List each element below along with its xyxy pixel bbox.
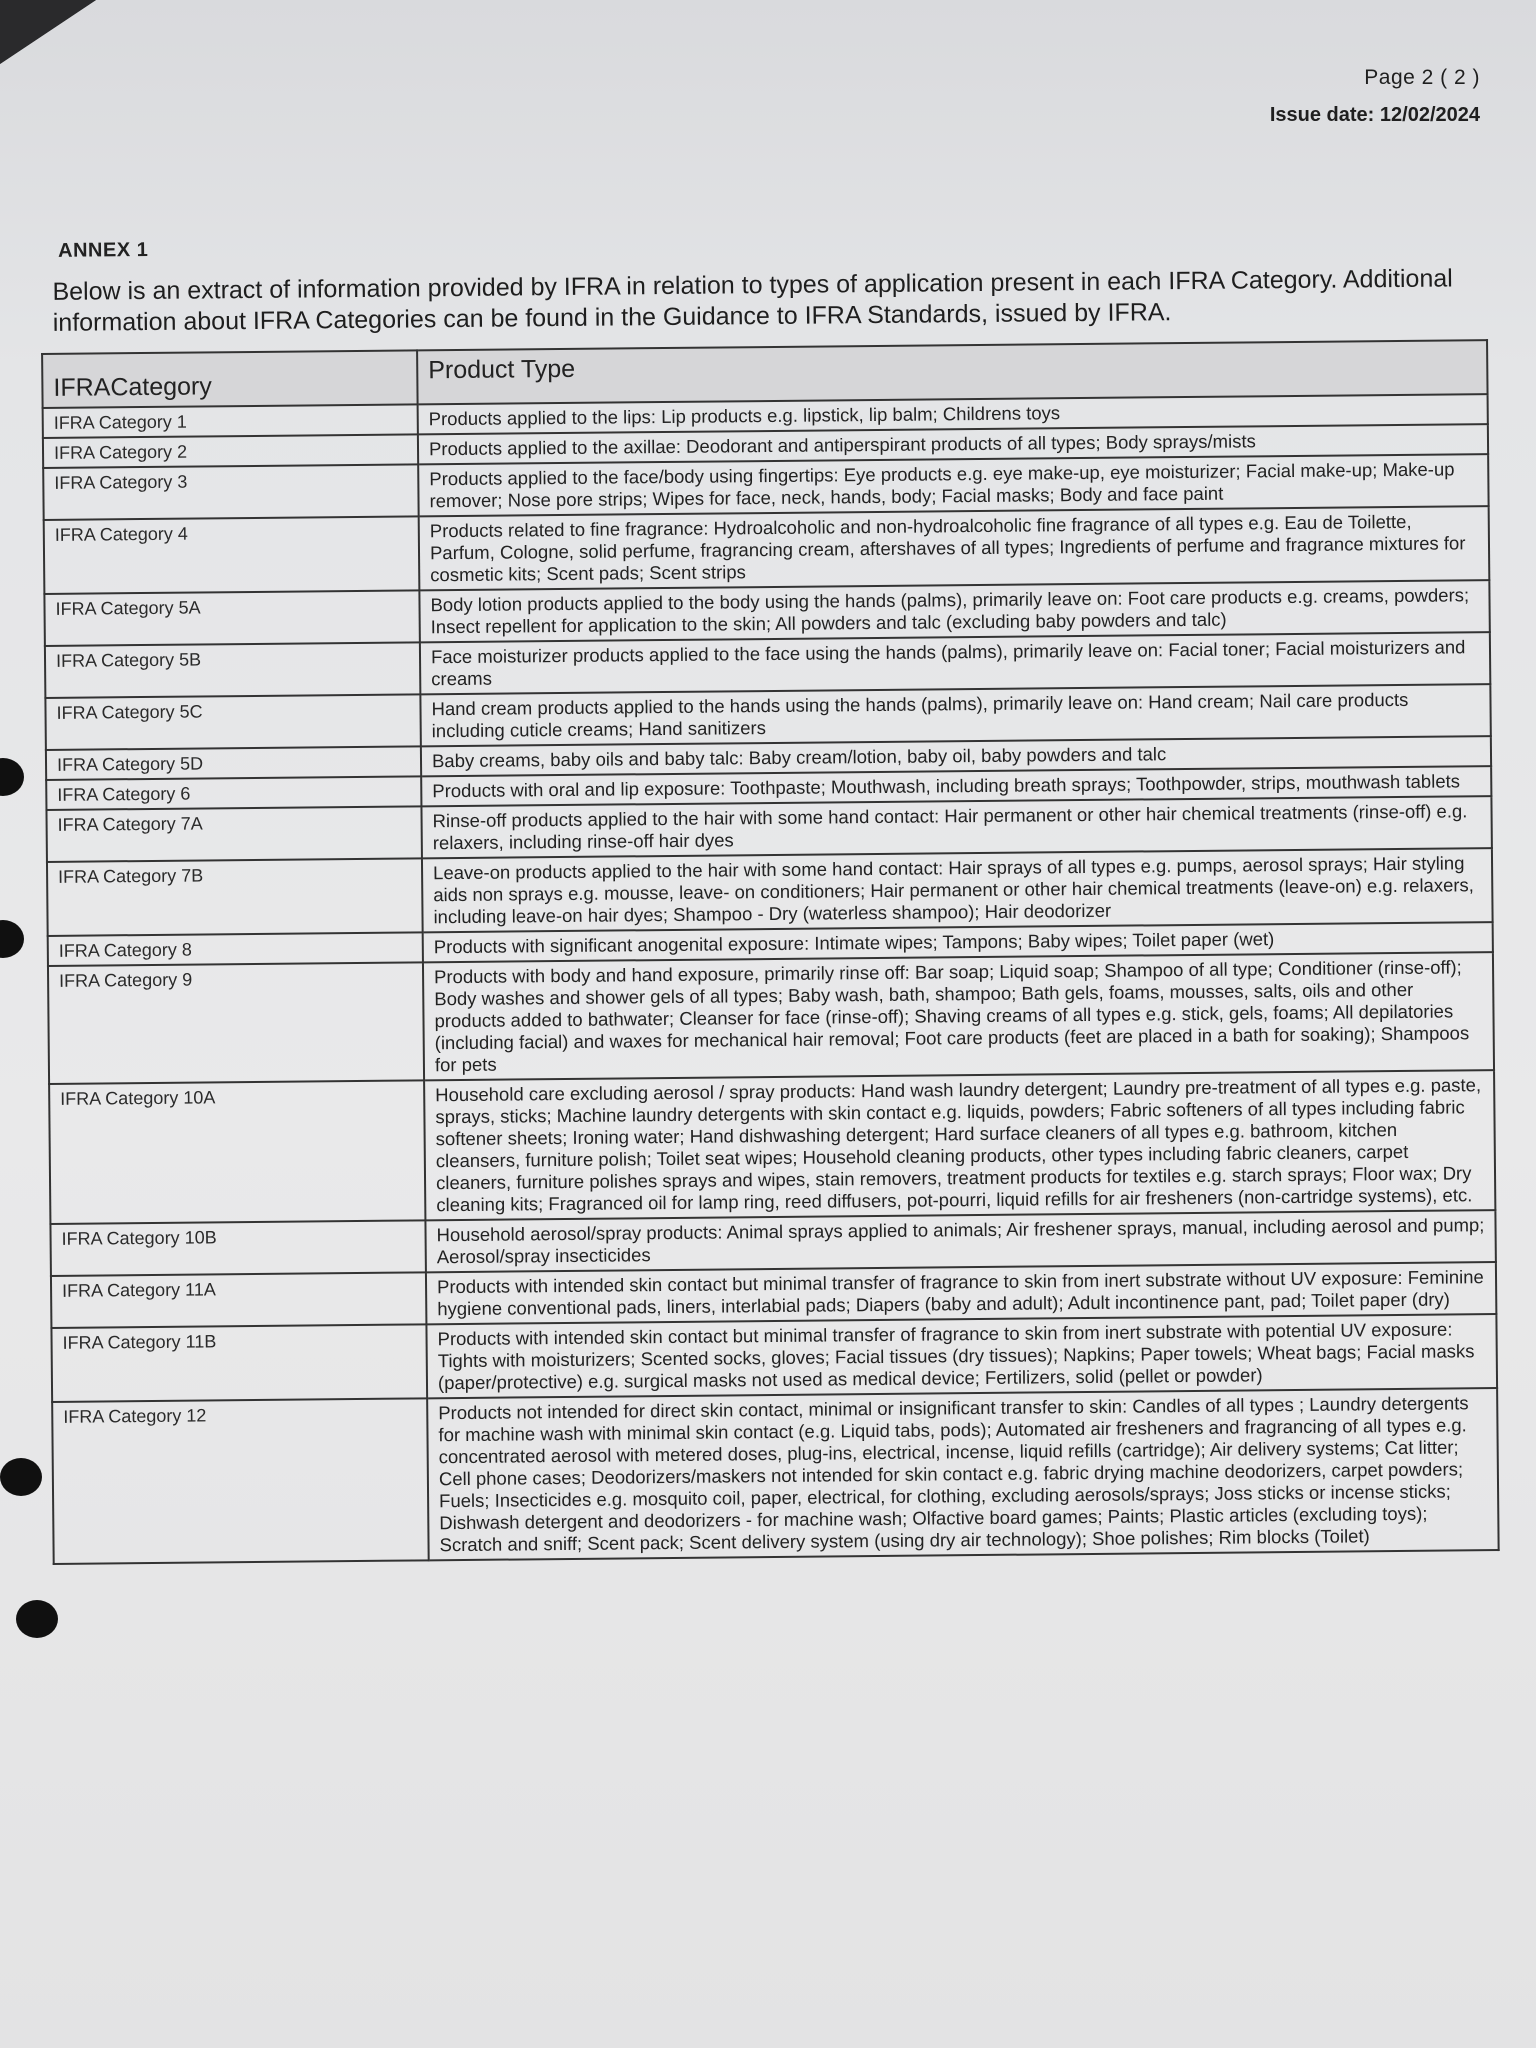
table-row xyxy=(47,848,1493,936)
category-cell: IFRA Category 5C xyxy=(45,694,420,750)
category-cell: IFRA Category 7A xyxy=(46,806,421,862)
product-type-cell: Body lotion products applied to the body using the hands (palms), primarily leave on: Foot care products e.g. creams, powders; Insect repellent for application to the skin; All powders and talc (excluding baby powders and talc) xyxy=(419,580,1489,642)
table-row xyxy=(51,1314,1497,1402)
product-type-cell: Household care excluding aerosol / spray products: Hand wash laundry detergent; Laundry pre-treatment of all types e.g. paste, sprays, sticks; Machine laundry detergents with skin contact e.g. liquids, powders; Fabric softeners of all types including fabric softener sheets; Ironing water; Hand dishwashing detergent; Hard surface cleaners of all types e.g. bathroom, kitchen cleansers, furniture polish; Toilet seat wipes; Household cleaning products, other types including fabric cleaners, carpet cleaners, furniture polishes sprays and wipes, stain removers, treatment products for textiles e.g. starch sprays; Floor wax; Dry cleaning kits; Fragranced oil for lamp ring, reed diffusers, pot-pourri, liquid refills for air fresheners (non-cartridge systems), etc. xyxy=(424,1070,1495,1220)
product-type-cell: Leave-on products applied to the hair with some hand contact: Hair sprays of all types e.g. pumps, aerosol sprays; Hair styling aids non sprays e.g. mousse, leave- on conditioners; Hair permanent or other hair chemical treatments (leave-on) e.g. relaxers, including leave-on hair dyes; Shampoo - Dry (waterless shampoo); Hair deodorizer xyxy=(422,848,1493,932)
table-row xyxy=(49,1070,1495,1224)
product-type-cell: Face moisturizer products applied to the face using the hands (palms), primarily leave on: Facial toner; Facial moisturizers and creams xyxy=(420,632,1490,694)
column-header-category: IFRACategory xyxy=(42,350,418,408)
product-type-cell: Products with oral and lip exposure: Toothpaste; Mouthwash, including breath sprays; Toothpowder, strips, mouthwash tablets xyxy=(421,766,1491,806)
product-type-cell: Products applied to the lips: Lip products e.g. lipstick, lip balm; Childrens toys xyxy=(418,394,1488,434)
page-number: Page 2 ( 2 ) xyxy=(1364,66,1480,89)
category-cell: IFRA Category 8 xyxy=(48,932,423,966)
table-row xyxy=(52,1388,1498,1564)
annex-title: ANNEX 1 xyxy=(57,238,149,262)
table-row xyxy=(44,506,1490,594)
category-cell: IFRA Category 3 xyxy=(43,464,418,520)
category-cell: IFRA Category 4 xyxy=(44,516,420,594)
category-cell: IFRA Category 6 xyxy=(46,776,421,810)
category-cell: IFRA Category 5B xyxy=(45,642,420,698)
product-type-cell: Household aerosol/spray products: Animal sprays applied to animals; Air freshener sprays, manual, including aerosol and pump; Aerosol/spray insecticides xyxy=(425,1210,1495,1272)
page-fold-corner xyxy=(0,0,96,64)
issue-date: Issue date: 12/02/2024 xyxy=(1269,104,1480,126)
punch-hole xyxy=(0,1458,42,1496)
product-type-cell: Products applied to the face/body using fingertips: Eye products e.g. eye make-up, eye moisturizer; Facial make-up; Make-up remover; Nose pore strips; Wipes for face, neck, hands, body; Facial masks; Body and face paint xyxy=(418,454,1488,516)
product-type-cell: Products with significant anogenital exposure: Intimate wipes; Tampons; Baby wipes; Toilet paper (wet) xyxy=(423,922,1493,962)
category-cell: IFRA Category 5A xyxy=(44,590,419,646)
product-type-cell: Products related to fine fragrance: Hydroalcoholic and non-hydroalcoholic fine fragrance of all types e.g. Eau de Toilette, Parfum, Cologne, solid perfume, fragrancing cream, aftershaves of all types; Ingredients of perfume and fragrance mixtures for cosmetic kits; Scent pads; Scent strips xyxy=(419,506,1490,590)
annex-intro: Below is an extract of information provided by IFRA in relation to types of application present in each IFRA Category. Additional information about IFRA Categories can be found in the Guidance to IFRA Standards, issued by IFRA. xyxy=(52,264,1453,337)
category-cell: IFRA Category 2 xyxy=(43,434,418,468)
category-cell: IFRA Category 11B xyxy=(51,1324,427,1402)
category-cell: IFRA Category 5D xyxy=(46,746,421,780)
product-type-cell: Products with intended skin contact but minimal transfer of fragrance to skin from inert substrate with potential UV exposure: Tights with moisturizers; Scented socks, gloves; Facial tissues (dry tissues); Napkins; Paper towels; Wheat bags; Facial masks (paper/protective) e.g. surgical masks not used as medical device; Fertilizers, solid (pellet or powder) xyxy=(426,1314,1497,1398)
table-row xyxy=(48,952,1494,1084)
category-cell: IFRA Category 12 xyxy=(52,1398,429,1564)
category-cell: IFRA Category 10B xyxy=(50,1220,425,1276)
category-cell: IFRA Category 1 xyxy=(43,404,418,438)
product-type-cell: Products applied to the axillae: Deodorant and antiperspirant products of all types; Body sprays/mists xyxy=(418,424,1488,464)
category-cell: IFRA Category 9 xyxy=(48,962,424,1084)
ifra-category-table xyxy=(41,339,1500,1565)
product-type-cell: Products not intended for direct skin contact, minimal or insignificant transfer to skin: Candles of all types ; Laundry detergents for machine wash with minimal skin contact (e.g. Liquid tabs, pods); Automated air fresheners and fragrancing of all types e.g. concentrated aerosol with metered doses, plug-ins, electrical, incense, liquid refills (cartridge); Air delivery systems; Cat litter; Cell phone cases; Deodorizers/maskers not intended for skin contact e.g. fabric drying machine deodorizers, carpet powders; Fuels; Insecticides e.g. mosquito coil, paper, electrical, for clothing, excluding aerosols/sprays; Joss sticks or incense sticks; Dishwash detergent and deodorizers - for machine wash; Olfactive board games; Paints; Plastic articles (excluding toys); Scratch and sniff; Scent pack; Scent delivery system (using dry air technology); Shoe polishes; Rim blocks (Toilet) xyxy=(427,1388,1499,1560)
product-type-cell: Rinse-off products applied to the hair with some hand contact: Hair permanent or other hair chemical treatments (rinse-off) e.g. relaxers, including rinse-off hair dyes xyxy=(421,796,1491,858)
annex-content xyxy=(40,226,1503,1565)
category-cell: IFRA Category 11A xyxy=(51,1272,426,1328)
column-header-product-type: Product Type xyxy=(417,340,1487,404)
category-cell: IFRA Category 10A xyxy=(49,1080,425,1224)
product-type-cell: Baby creams, baby oils and baby talc: Baby cream/lotion, baby oil, baby powders and talc xyxy=(421,736,1491,776)
punch-hole xyxy=(16,1600,58,1638)
page-header xyxy=(1270,66,1480,127)
product-type-cell: Products with body and hand exposure, primarily rinse off: Bar soap; Liquid soap; Shampoo of all type; Conditioner (rinse-off); Body washes and shower gels of all types; Baby wash, bath, shampoo; Bath gels, foams, mousses, salts, oils and other products added to bathwater; Cleanser for face (rinse-off); Shaving creams of all types e.g. stick, gels, foams; All depilatories (including facial) and waxes for mechanical hair removal; Foot care products (feet are placed in a bath for soaking); Shampoos for pets xyxy=(423,952,1494,1080)
product-type-cell: Products with intended skin contact but minimal transfer of fragrance to skin from inert substrate without UV exposure: Feminine hygiene conventional pads, liners, interlabial pads; Diapers (baby and adult); Adult incontinence pant, pad; Toilet paper (dry) xyxy=(426,1262,1496,1324)
product-type-cell: Hand cream products applied to the hands using the hands (palms), primarily leave on: Hand cream; Nail care products including cuticle creams; Hand sanitizers xyxy=(420,684,1490,746)
category-cell: IFRA Category 7B xyxy=(47,858,423,936)
